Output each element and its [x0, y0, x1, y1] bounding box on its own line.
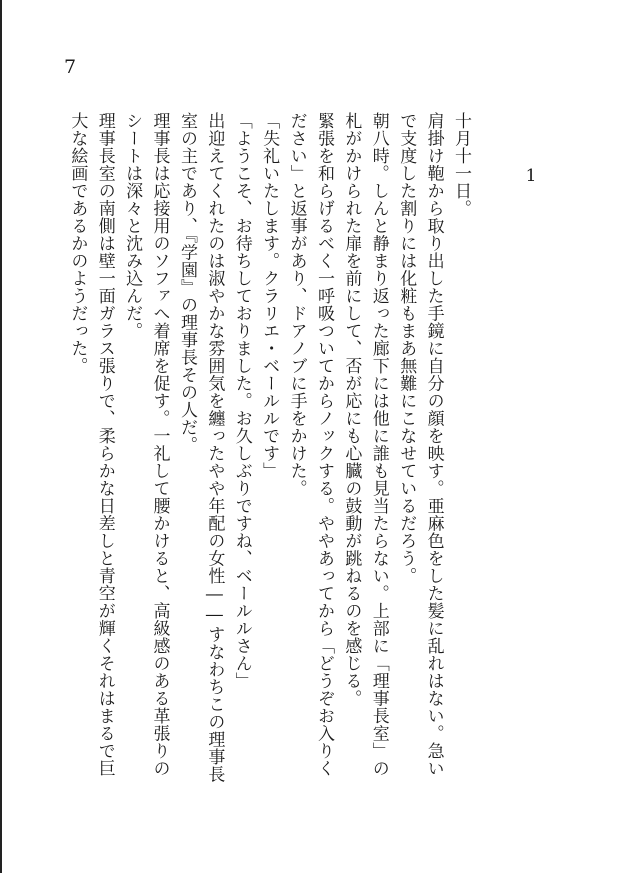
page-left-border [0, 0, 2, 873]
paragraph: 理事長室の南側は壁一面ガラス張りで、柔らかな日差しと青空が輝くそれはまるで巨大な絵画であるかのようだった。 [67, 112, 115, 777]
body-text [63, 112, 474, 792]
paragraph: 出迎えてくれたのは淑やかな雰囲気を纏ったやや年配の女性――すなわちこの理事長室の主であり、『学園』の理事長その人だ。 [176, 112, 225, 783]
paragraph: 理事長は応接用のソファへ着席を促す。一礼して腰かけると、高級感のある革張りのシートは深々と沈み込んだ。 [122, 112, 170, 777]
paragraph: 肩掛け鞄から取り出した手鏡に自分の顔を映す。亜麻色をした髪に乱れはない。急いで支度した割りには化粧もまあ無難にこなせているだろう。 [396, 112, 444, 777]
dialogue-line: 「失礼いたします。クラリエ・ベールルです」 [259, 112, 280, 480]
page-number: 7 [64, 56, 77, 78]
paragraph: 朝八時。しんと静まり返った廊下には他に誰も見当たらない。上部に「理事長室」の札がかけられた扉を前にして、否が応にも心臓の鼓動が跳ねるのを感じる。 [341, 112, 389, 777]
paragraph: 緊張を和らげるべく一呼吸ついてからノックする。ややあってから「どうぞお入りください」と返事があり、ドアノブに手をかけた。 [286, 112, 334, 777]
paragraph-date: 十月十一日。 [451, 112, 471, 217]
section-number: 1 [525, 166, 537, 186]
dialogue-line: 「ようこそ、お待ちしておりました。お久しぶりですね、ベールルさん」 [231, 112, 252, 690]
